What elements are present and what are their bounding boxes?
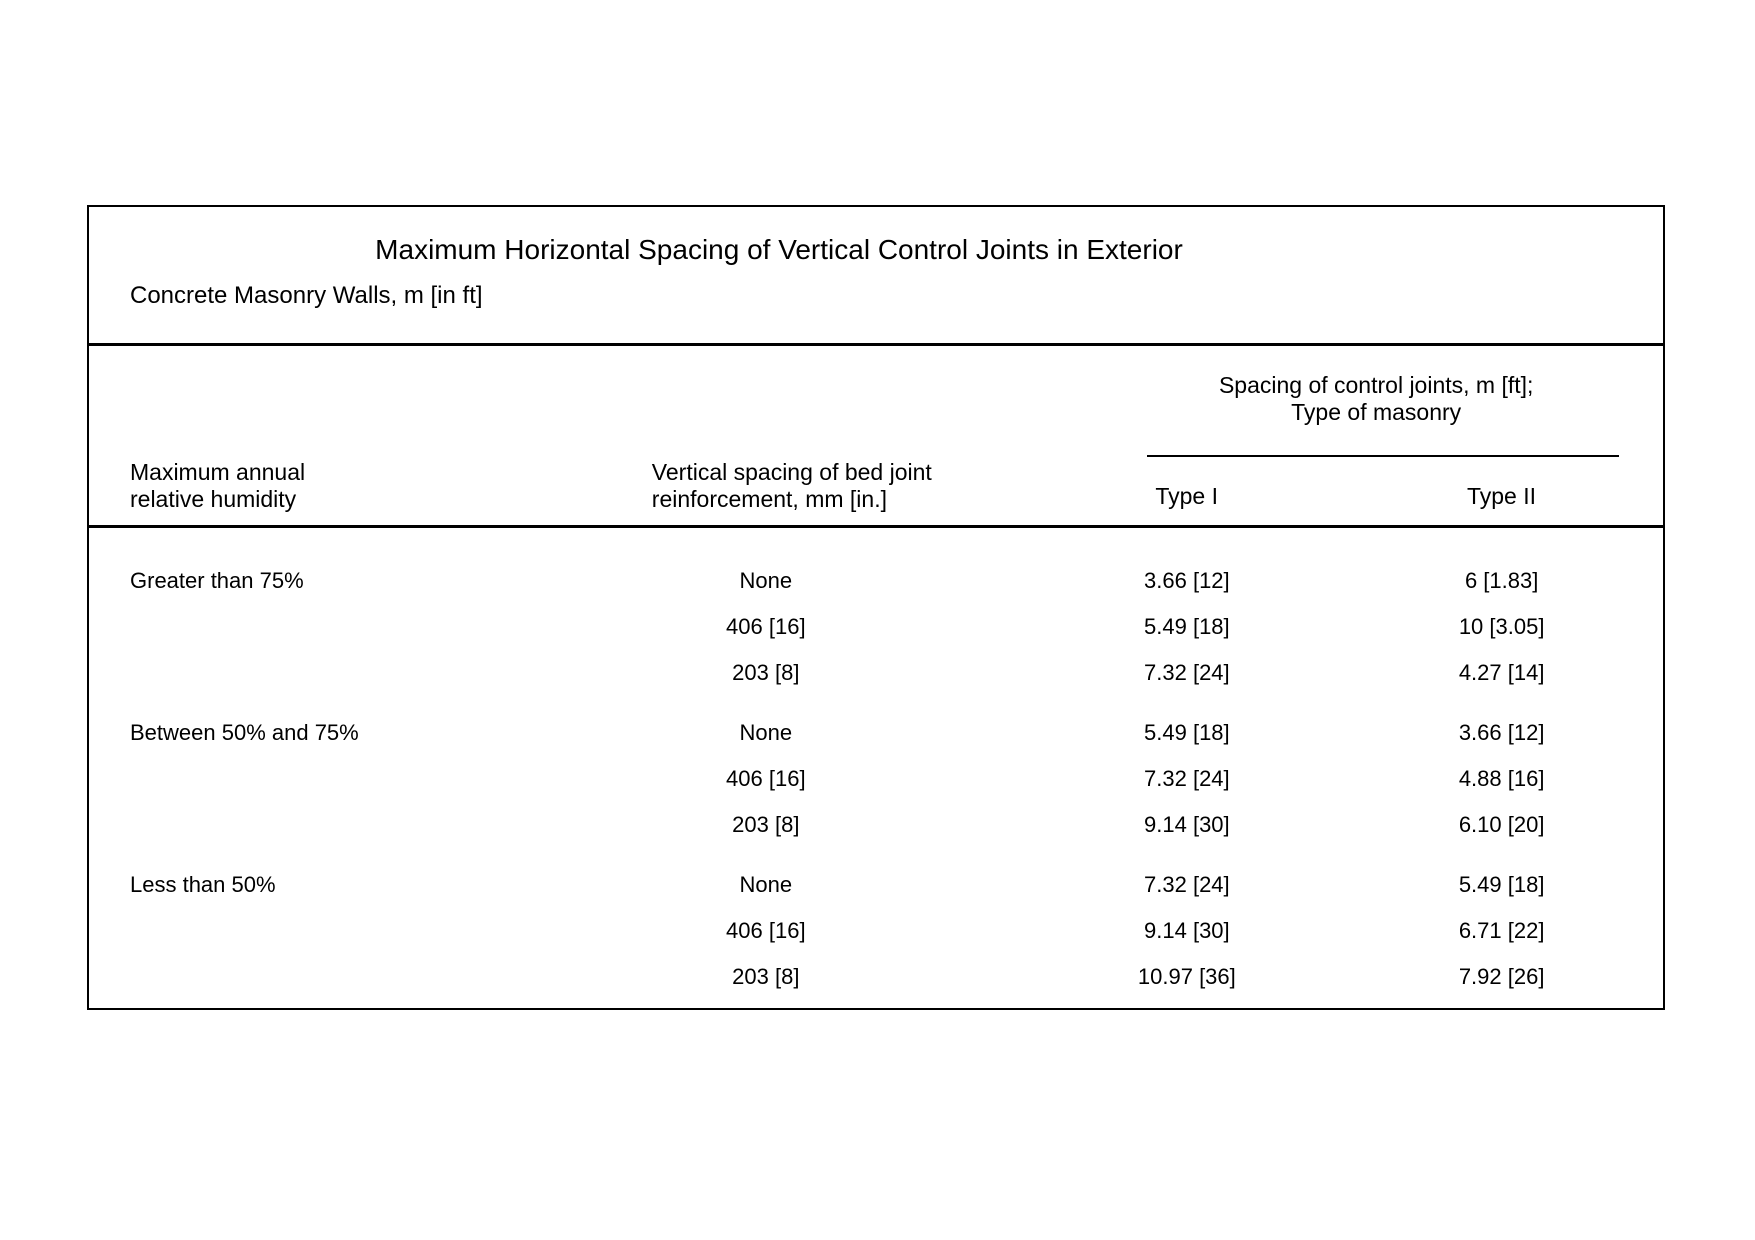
type1-value: 7.32 [24] xyxy=(1144,660,1230,685)
column-header-reinforcement-line1: Vertical spacing of bed joint xyxy=(651,459,932,485)
table-row xyxy=(89,604,1663,650)
group-header-rule xyxy=(1147,455,1619,457)
table-body xyxy=(89,528,1663,1000)
group-subcolumns xyxy=(1033,483,1663,510)
type1-value: 9.14 [30] xyxy=(1144,918,1230,943)
group-header-title xyxy=(1033,346,1663,426)
humidity-label: Greater than 75% xyxy=(130,568,304,593)
type2-value: 7.92 [26] xyxy=(1458,964,1545,989)
column-header-type1: Type I xyxy=(1155,483,1219,509)
column-header-humidity-line1: Maximum annual xyxy=(130,459,306,485)
table-row xyxy=(89,908,1663,954)
type2-value: 4.27 [14] xyxy=(1458,660,1545,685)
column-header-humidity-line2: relative humidity xyxy=(130,486,297,512)
table-row xyxy=(89,558,1663,604)
group-header-line1: Spacing of control joints, m [ft]; xyxy=(1218,372,1534,398)
table-row xyxy=(89,954,1663,1000)
table-row xyxy=(89,862,1663,908)
reinforcement-value: None xyxy=(739,568,793,593)
type1-value: 3.66 [12] xyxy=(1144,568,1230,593)
column-header-reinforcement xyxy=(498,459,1033,525)
reinforcement-value: 203 [8] xyxy=(732,812,800,837)
column-header-reinforcement-text xyxy=(652,459,932,513)
reinforcement-value: 406 [16] xyxy=(726,766,806,791)
type2-value: 6 [1.83] xyxy=(1464,568,1539,593)
column-group-spacing-of-control-joints xyxy=(1033,346,1663,525)
row-group-between-50-and-75 xyxy=(89,710,1663,848)
table-row xyxy=(89,756,1663,802)
type1-value: 7.32 [24] xyxy=(1144,872,1230,897)
table-header-row xyxy=(89,346,1663,528)
humidity-label: Between 50% and 75% xyxy=(130,720,359,745)
reinforcement-value: None xyxy=(739,720,793,745)
reinforcement-value: 203 [8] xyxy=(732,964,800,989)
type2-value: 3.66 [12] xyxy=(1458,720,1545,745)
type1-value: 9.14 [30] xyxy=(1144,812,1230,837)
table-title-block xyxy=(89,207,1663,346)
type1-value: 5.49 [18] xyxy=(1144,614,1230,639)
type2-value: 10 [3.05] xyxy=(1458,614,1545,639)
type2-value: 6.10 [20] xyxy=(1458,812,1545,837)
reinforcement-value: 406 [16] xyxy=(726,614,806,639)
table-subtitle: Concrete Masonry Walls, m [in ft] xyxy=(130,282,483,309)
type2-value: 5.49 [18] xyxy=(1458,872,1545,897)
reinforcement-value: 406 [16] xyxy=(726,918,806,943)
column-header-reinforcement-line2: reinforcement, mm [in.] xyxy=(651,486,887,512)
reinforcement-value: 203 [8] xyxy=(732,660,800,685)
reinforcement-value: None xyxy=(739,872,793,897)
type1-value: 5.49 [18] xyxy=(1144,720,1230,745)
column-header-humidity xyxy=(89,459,498,525)
table-row xyxy=(89,650,1663,696)
row-group-less-than-50 xyxy=(89,862,1663,1000)
type2-value: 4.88 [16] xyxy=(1458,766,1545,791)
column-header-type2: Type II xyxy=(1466,483,1536,509)
group-header-line2: Type of masonry xyxy=(1291,399,1462,425)
type2-value: 6.71 [22] xyxy=(1458,918,1545,943)
type1-value: 7.32 [24] xyxy=(1144,766,1230,791)
table-title: Maximum Horizontal Spacing of Vertical Control Joints in Exterior xyxy=(375,234,1183,265)
type1-value: 10.97 [36] xyxy=(1137,964,1236,989)
table-row xyxy=(89,710,1663,756)
humidity-label: Less than 50% xyxy=(130,872,276,897)
table-row xyxy=(89,802,1663,848)
row-group-greater-than-75 xyxy=(89,558,1663,696)
control-joint-spacing-table xyxy=(87,205,1665,1010)
